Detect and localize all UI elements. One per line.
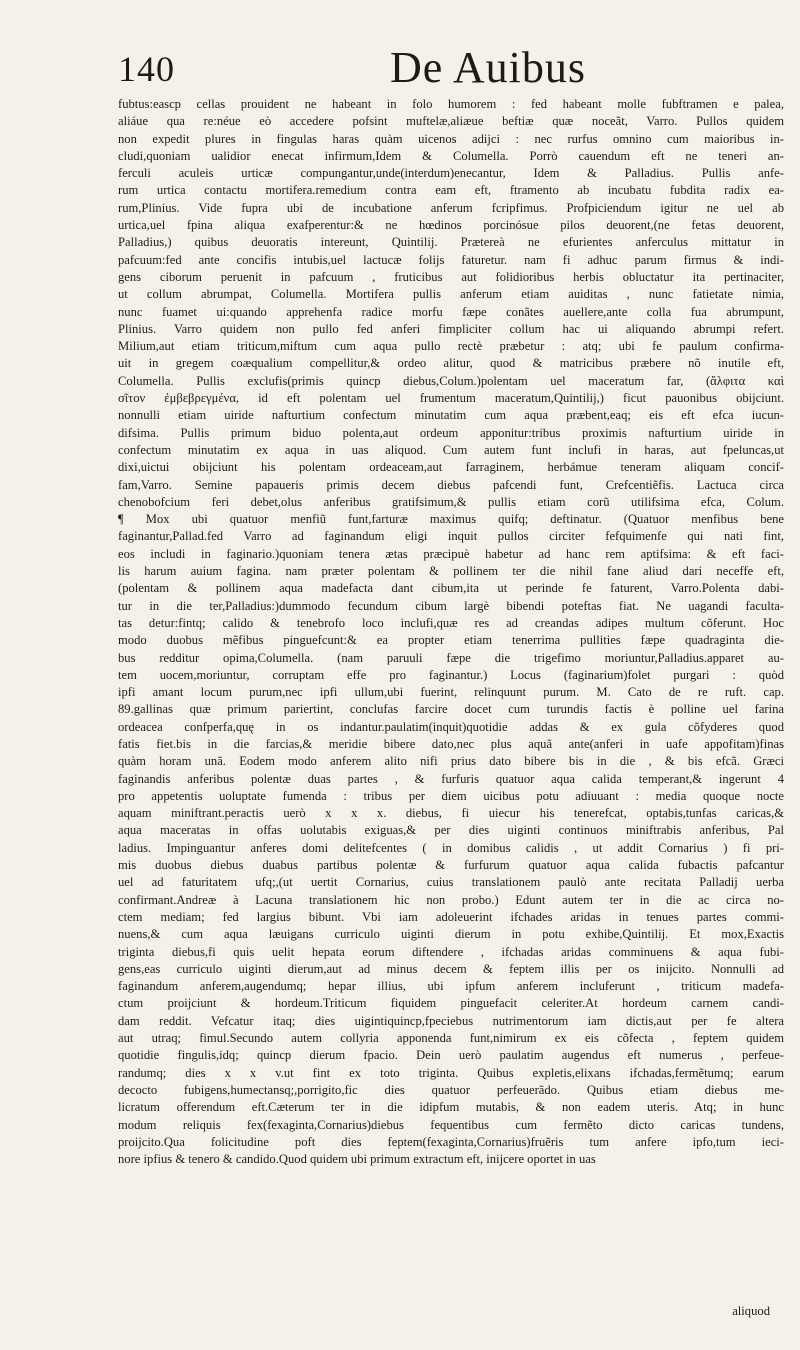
text-line: chenobofcium feri debet,olus anferibus gratifsimum,& pullis etiam corũ utilifsima efca, Colum. <box>118 494 784 509</box>
text-line: non expedit plures in fingulas haras quàm uicenos adijci : nec rurfus omnino cum maioribus in- <box>118 131 784 146</box>
text-line: bus redditur opima,Columella. (nam paruuli fæpe die trigefimo moriuntur,Palladius.apparet au- <box>118 650 784 665</box>
text-line: ut collum abrumpat, Columella. Mortifera pullis anferum etiam auiditas , nunc fatietate nimia, <box>118 287 784 302</box>
text-line: confectum minutatim ex aqua in uas aliquod. Cum autem funt inclufi in haras, aut fpeluncas,ut <box>118 442 784 457</box>
text-line: mis duobus diebus duabus partibus polentæ & furfurum quatuor aqua calida fubactis pafcantur <box>118 858 784 873</box>
text-line: dam reddit. Vefcatur itaq; dies uigintiquincp,fpeciebus nutrimentorum iam dictis,aut per fe altera <box>118 1013 784 1028</box>
text-line: licratum offerendum eft.Cæterum ter in die idipfum mutabis, & non eadem uteris. Atq; in hunc <box>118 1100 784 1115</box>
text-line: nore ipfius & tenero & candido.Quod quidem ubi primum extractum eft, inijcere oportet in uas <box>118 1152 596 1167</box>
text-line: Palladius,) quibus deuoratis intereunt, Quintilij. Prætereà ne efurientes anferculus mittatur in <box>118 235 784 250</box>
text-line: fam,Varro. Semine papaueris primis decem diebus pafcendi funt, Crefcentiẽfis. Lactuca circa <box>118 477 784 492</box>
text-line: 89.gallinas quæ primum pariertint, conclufas farcire docet cum turundis factis è polline uel farina <box>118 702 784 717</box>
text-line: ctem mediam; fed largius bibunt. Vbi iam adoleuerint ifchades aridas in tenues partes commi- <box>118 909 784 924</box>
text-line: ctum proijciunt & hordeum.Triticum fiquidem pinguefacit celeriter.At hordeum carnem candi- <box>118 996 784 1011</box>
text-line: ferculi aculeis urticæ compungantur,unde(interdum)enecantur, Idem & Palladius. Pullis anfe- <box>118 166 784 181</box>
text-line: gens ciborum peruenit in pafcuum , fruticibus aut folidioribus herbis obluctatur ita pertinaciter, <box>118 269 784 284</box>
text-line: aliáue qua re:néue eò accedere pofsint muftelæ,aliæue beftiæ quæ noceãt, Varro. Pullos quidem <box>118 114 784 129</box>
text-line: tur in die ter,Palladius:)dummodo fecundum cibum largè bibendi poteftas fiat. Ne uagandi faculta- <box>118 598 784 613</box>
text-line: dixi,uictui obijciunt his polentam ordeaceam,aut farraginem, herbámue teneram aliquam concif- <box>118 460 784 475</box>
text-line: ordeacea confperfa,quę in os indantur.paulatim(inquit)quotidie addas & ex gula cõfyderes quod <box>118 719 784 734</box>
text-line: Plinius. Varro quidem non pullo fed anferi fimpliciter collum hac ui aliquando abrumpi refert. <box>118 321 784 336</box>
text-line: rum,Plinius. Vide fupra ubi de incubatione anferum fcripfimus. Profpiciendum igitur ne uel ab <box>118 200 784 215</box>
text-line: cludi,quoniam ualidior enecat infirmum,Idem & Columella. Porrò cauendum eft ne teneri an- <box>118 148 784 163</box>
text-line: gens,eas curriculo uiginti dierum,aut ad minus decem & feptem illis per os inijcito. Nonnulli ad <box>118 961 784 976</box>
text-line: (polentam & pollinem aqua madefacta dant cibum,ita ut perinde fe faturent, Varro.Polenta dabi- <box>118 581 784 596</box>
text-line: pafcuum:fed ante concifis intubis,uel lactucæ folijs faturetur. nam fi adhuc parum firmus & indi- <box>118 252 784 267</box>
text-line: urtica,uel fpina aliqua exafperentur:& ne hœdinos porcinósue pilos deuorent,(ne fetas deuorent, <box>118 218 784 233</box>
text-line: rum urtica contactu mortifera.remedium contra eam eft, ftramento ab incubatu fubdita radix ea- <box>118 183 784 198</box>
text-line: pro appetentis uoluptate fumenda : tribus per diem uicibus potu adiuuant : media quoque nocte <box>118 788 784 803</box>
text-line: aut utraq; fimul.Secundo autem collyria apponenda funt,nimirum ex eis cõfecta , feptem quidem <box>118 1031 784 1046</box>
text-line: ipfi amant locum purum,nec ipfi ullum,ubi fuerint, relinquunt purum. M. Cato de re ruft. cap. <box>118 685 784 700</box>
page-number: 140 <box>118 49 175 89</box>
text-line: Milium,aut etiam triticum,miftum cum aqua pullo rectè præbetur : atq; ubi fe paulum confirma- <box>118 339 784 354</box>
text-line: triginta diebus,fi quis uelit hepata eorum diftendere , ifchadas aridas comminuens & aqua fubi- <box>118 944 784 959</box>
text-line: decocto fubigens,humectansq;,porrigito,fic dies quatuor perfeuerãdo. Quibus etiam diebus me- <box>118 1082 784 1097</box>
text-line: uit in gregem coæqualium compellitur,& ordeo alitur, quod & matricibus præbere nõ inutile eft, <box>118 356 784 371</box>
text-line: confirmant.Andreæ à Lacuna translationem hic non probo.) Edunt autem ter in die ac circa no- <box>118 892 784 907</box>
running-title: De Auibus <box>390 43 586 92</box>
text-line: lis harum auium fagina. nam præter polentam & pollinem ter die nihil fane aliud dari neceffe eft, <box>118 564 784 579</box>
text-line: nonnulli etiam uiride nafturtium confectum minutatim cum aqua præbent,eaq; eis eft efca iucun- <box>118 408 784 423</box>
text-line: ladius. Impinguantur anferes domi delitefcentes ( in domibus calidis , ut addit Cornarius ) fi pri- <box>118 840 784 855</box>
text-line: modum reliquis fex(fexaginta,Cornarius)diebus fequentibus cum fermẽto dicto caricas tundens, <box>118 1117 784 1132</box>
catchword: aliquod <box>732 1304 770 1318</box>
text-line: randumq; dies x x v.ut fint ex toto triginta. Quibus expletis,elixans ifchadas,fermẽtumq; earum <box>118 1065 784 1080</box>
body-text <box>118 96 784 1168</box>
text-line: tem uocem,moriuntur, corruptam effe pro faginantur.) Locus (faginarium)folet purgari : quòd <box>118 667 784 682</box>
text-line: fatis fiet.bis in die farcias,& meridie bibere dato,nec plus aquã ante(anferi in uafe appofitam)finas <box>118 736 784 751</box>
text-line: proijcito.Qua folicitudine poft dies feptem(fexaginta,Cornarius)fruẽris tum anfere ipfo,tum ieci- <box>118 1134 784 1149</box>
text-line: quàm horam unã. Eodem modo anferem alito nifi prius dato bibere bis in die , & bis efcã. Græci <box>118 754 784 769</box>
text-line: eos includi in faginario.)quoniam tenera ætas præcipuè habetur ad hanc rem aptifsima: & eft faci- <box>118 546 784 561</box>
text-line: ¶ Mox ubi quatuor menfiũ funt,farturæ maximus quifq; deftinatur. (Quatuor menfibus bene <box>118 512 784 527</box>
text-line: uel ad faturitatem ufq;,(ut uertit Cornarius, cuius translationem paulò ante recitata Palladij uerba <box>118 875 784 890</box>
text-line: aquam miniftrant.peractis uerò x x x. diebus, fi uiecur his tenerefcat, optabis,tunfas caricas,& <box>118 806 784 821</box>
text-line: faginandum anferem,augendumq; hepar illius, ubi ipfum anferem incluferunt , triticum madefa- <box>118 979 784 994</box>
text-line: fubtus:eascp cellas prouident ne habeant in folo humorem : fed habeant molle fubftramen e palea, <box>118 97 784 111</box>
text-line: difsima. Pullis primum biduo polenta,aut ordeum apponitur:tribus proximis nafturtium uiride in <box>118 425 784 440</box>
page-header <box>118 42 778 92</box>
text-line: nunc fuamet ui:quando apprehenfa radice morfu fæpe conãtes auellere,ante colla fua abrumpunt, <box>118 304 784 319</box>
text-line: nuens,& cum aqua læuigans curriculo uiginti dierum in potu exhibe,Quintilij. Et mox,Exactis <box>118 927 784 942</box>
text-line: tas detur:fintq; calido & tenebrofo loco inclufi,quæ res ad creandas adipes multum cõferunt. Hoc <box>118 615 784 630</box>
text-line: Columella. Pullis exclufis(primis quincp diebus,Colum.)polentam uel maceratum far, (ἄλφιτα καὶ <box>118 373 784 388</box>
text-line: modo duobus mẽfibus pinguefcunt:& ea propter etiam tenerrima pullities fæpe quadraginta die- <box>118 633 784 648</box>
text-line: faginantur,Pallad.fed Varro ad faginandum eligi inquit pullos circiter fefquimenfe qui nati fint, <box>118 529 784 544</box>
text-line: faginandis anferibus polentæ duas partes , & furfuris quatuor aqua calida temperant,& ingerunt 4 <box>118 771 784 786</box>
text-line: aqua maceratas in offas uolutabis exiguas,& per dies uiginti continuos miniftrabis anferibus, Pal <box>118 823 784 838</box>
text-line: σῖτον ἐμβεβρεγμένα, id eft polentam uel frumentum maceratum,Quintilij,) ficut pauonibus obijciunt. <box>118 391 784 406</box>
text-line: quotidie fingulis,idq; quincp dierum fpacio. Dein uerò paulatim augendus eft numerus , perfeue- <box>118 1048 784 1063</box>
